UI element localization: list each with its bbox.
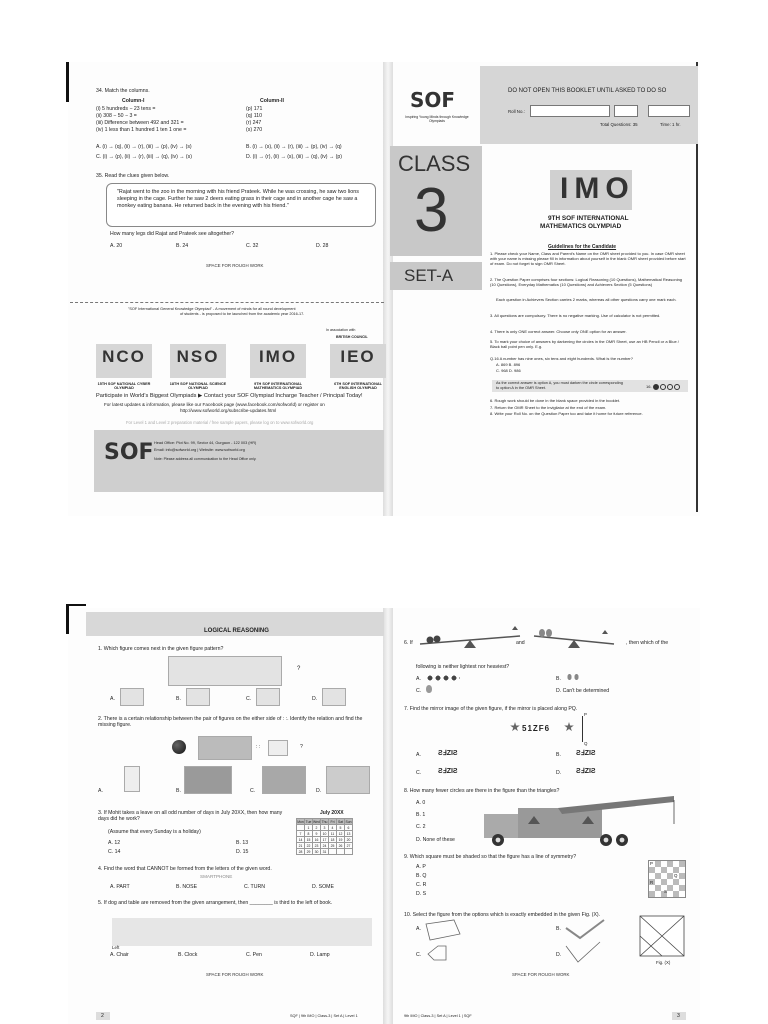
symmetry-grid [648,860,686,898]
q1-option-c-figure[interactable] [256,688,280,706]
olympiad-logo-nco[interactable] [96,344,152,391]
calendar-cell: 17 [321,837,329,843]
q6-and: and [516,640,525,646]
note-text: Note: Please address all communication to the Head Office only. [154,457,257,461]
q2-option-c[interactable]: C. [250,788,256,794]
q9-option-a[interactable]: A. P [416,864,426,870]
q35-story: "Rajat went to the zoo in the morning with his friend Prateek. While he was crossing, he saw two lions sleeping in the cage. Further he saw 2 deers eating grass in their cage and in another cage he saw a monkey eating banana. He returned back in the evening with his friend." [117,189,359,210]
q6-option-a[interactable]: A. [416,676,421,682]
q3-text: 3. If Mohit takes a leave on all odd number of days in July 20XX, then how many days did he work? [98,810,283,823]
q7-option-c[interactable]: C. [416,770,422,776]
imo-subtitle: MATHEMATICS OLYMPIAD [540,223,622,230]
scan-edge [66,604,86,606]
q10-option-b-figure[interactable] [566,918,606,940]
calendar-cell: 10 [321,831,329,837]
q1-option-d-figure[interactable] [322,688,346,706]
example-question: Q.16 A number has nine ones, six tens and eight hundreds. What is the number? [490,356,633,361]
q8-option-d[interactable]: D. None of these [416,837,455,843]
guideline-item: 2. The Question Paper comprises four sections: Logical Reasoning (10 Questions), Mathematical Reasoning (10 Questions), Everyday Mathematics (10 Questions) and Achievers Section (5 Questions) [490,277,683,287]
olympiad-abbr: IMO [258,347,298,366]
faint-text: For Level 1 and Level 2 preparation material / free sample papers, please log on to www.sofworld.org [126,420,314,425]
q10-option-a-figure[interactable] [426,920,462,942]
calendar-cell: 29 [305,849,313,855]
calendar-day-head: Wed [313,819,320,824]
q5-left-label: Left [112,945,120,950]
q35-option-d[interactable]: D. 28 [316,243,329,249]
calendar-cell: 18 [329,837,337,843]
q35-story-box [106,183,376,227]
q7-option-a[interactable]: A. [416,752,421,758]
q6-text: 6. If [404,640,413,646]
roll-label: Roll No.: [508,109,525,114]
calendar-cell: 2 [313,825,321,831]
q1-text: 1. Which figure comes next in the given figure pattern? [98,646,224,652]
rough-work-label: SPACE FOR ROUGH WORK [206,972,264,977]
q6-line2: following is neither lightest nor heaviest? [416,664,510,670]
q4-option-a[interactable]: A. PART [110,884,130,890]
calendar-cell: 13 [345,831,353,837]
q10-option-c-figure[interactable] [428,946,448,962]
calendar-cell: 6 [345,825,353,831]
office-text: Head Office: Plot No. 99, Sector 44, Gurgaon - 122 003 (HR) [154,441,257,445]
q2-option-d[interactable]: D. [316,788,322,794]
omr-bubble [660,384,666,390]
q6-option-c[interactable]: C. [416,688,422,694]
q35-question: How many legs did Rajat and Prateek see altogether? [110,231,234,237]
q34-option-c[interactable]: C. (i) → (p), (ii) → (r), (iii) → (q), (iv) → (s) [96,154,192,160]
q7-option-d[interactable]: D. [556,770,562,776]
calendar-cell: 27 [345,843,353,849]
participate-text: Participate in World's Biggest Olympiads ▶ Contact your SOF Olympiad Incharge Teacher / Principal Today! [96,393,363,399]
q10-option-a[interactable]: A. [416,926,421,932]
q5-text: 5. If dog and table are removed from the given arrangement, then ________ is third to the left of book. [98,900,333,906]
do-not-open: DO NOT OPEN THIS BOOKLET UNTIL ASKED TO DO SO [508,88,667,94]
shuttlecock-image [268,740,288,756]
scan-edge [66,62,69,102]
example-options: A. 869 B. 896 [496,362,521,367]
guideline-item: 6. Rough work should be done in the blank space provided in the booklet. [490,398,621,403]
calendar-cell [345,849,353,855]
q9-text: 9. Which square must be shaded so that the figure has a line of symmetry? [404,854,577,860]
q5-option-d[interactable]: D. Lamp [310,952,330,958]
calendar-cell: 3 [321,825,329,831]
calendar-cell: 23 [313,843,321,849]
calendar-cell: 1 [305,825,313,831]
col2-item: (r) 247 [246,120,262,126]
q10-text: 10. Select the figure from the options which is exactly embedded in the given Fig. (X). [404,912,601,918]
grid-label-r[interactable]: R [650,880,654,885]
col2-head: Column-II [260,98,284,104]
page-number: 2 [101,1013,104,1019]
grid-label-s[interactable]: S [664,889,667,894]
bottom-gutter [383,608,393,1024]
col2-item: (q) 110 [246,113,263,119]
q3-option-c[interactable]: C. 14 [108,849,121,855]
q1-pattern-figure [168,656,282,686]
q4-word: SMARTPHONE [200,874,233,879]
q10-option-c[interactable]: C. [416,952,422,958]
page-number: 3 [677,1013,680,1019]
mirror-q: Q [584,741,588,746]
example-note: As the correct answer is option A, you must darken the circle corresponding to option A in the OMR Sheet. [496,381,623,390]
mirror-line [582,716,583,742]
calendar-cell: 14 [297,837,305,843]
col1-item: (ii) 308 − 50 − 3 = [96,113,137,119]
q35-option-a[interactable]: A. 20 [110,243,123,249]
calendar-cell: 11 [329,831,337,837]
olympiad-caption: 18TH SOF NATIONAL SCIENCE OLYMPIAD [169,382,227,391]
q9-option-d[interactable]: D. S [416,891,427,897]
olympiad-caption: 9TH SOF INTERNATIONAL MATHEMATICS OLYMPIAD [253,382,303,391]
updates-text: For latest updates & information, please like our Facebook page (www.facebook.com/sofworld) or register on [104,402,325,407]
british-council: BRITISH COUNCIL [336,335,368,339]
guideline-item: 5. To mark your choice of answers by darkening the circles in the OMR Sheet, use an HB Pencil or a Blue / Black ball point pen only. E.g. [490,339,679,349]
scan-edge [66,604,69,634]
guidelines-heading: Guidelines for the Candidate [548,244,617,250]
golf-image[interactable] [326,766,370,794]
calendar-day-head: Mon [297,819,304,824]
guideline-item: 8. Write your Roll No. on the Question Paper too and take it home for future reference. [490,411,643,416]
q35-option-b[interactable]: B. 24 [176,243,189,249]
calendar-cell: 31 [321,849,329,855]
updates-link[interactable]: http://www.sofworld.org/subscribe-updates.html [180,408,277,413]
q1-question-mark: ? [297,666,301,672]
calendar-cell: 15 [305,837,313,843]
calendar-cell [337,849,345,855]
olympiad-logo-ieo[interactable] [330,344,386,391]
q6-option-b-fruits[interactable] [566,672,580,682]
q4-option-c[interactable]: C. TURN [244,884,265,890]
roll-boxes[interactable] [648,105,690,117]
q6-rest: , then which of the [626,640,669,646]
q1-option-a-figure[interactable] [120,688,144,706]
col1-head: Column-I [122,98,145,104]
calendar-day-head: Tue [305,819,312,824]
q1-option-b-figure[interactable] [186,688,210,706]
guideline-item: 3. All questions are compulsory. There is no negative marking. Use of calculator is not permitted. [490,313,661,318]
q3-option-a[interactable]: A. 12 [108,840,121,846]
q8-option-b[interactable]: B. 1 [416,812,426,818]
calendar-day-head: Sat [337,819,344,824]
calendar-cell: 21 [297,843,305,849]
truck-crane-figure [484,794,684,846]
calendar-cell: 5 [337,825,345,831]
roll-boxes[interactable] [530,105,610,117]
sof-logo: SOF [410,88,456,112]
q6-option-d[interactable]: D. Can't be determined [556,688,610,694]
q2-text: 2. There is a certain relationship between the pair of figures on the either side of : :. Identify the relation and find the missing figure. [98,716,363,729]
mirror-p: P [584,712,587,717]
q10-option-d-figure[interactable] [566,942,602,964]
calendar-cell: 19 [337,837,345,843]
grid-label-q[interactable]: Q [674,873,678,878]
q8-option-a[interactable]: A. 0 [416,800,426,806]
q1-option-b[interactable]: B. [176,696,181,702]
olympiad-caption: 6TH SOF INTERNATIONAL ENGLISH OLYMPIAD [334,382,382,391]
q4-option-b[interactable]: B. NOSE [176,884,198,890]
q2-option-b[interactable]: B. [176,788,181,794]
bowling-alley-image [198,736,252,760]
fig-x-label: Fig. (X) [656,960,671,965]
calendar-cell: 24 [321,843,329,849]
calendar-cell: 9 [313,831,321,837]
calendar-day-head: Thu [321,819,328,824]
col1-item: (iv) 1 less than 1 hundred 1 ten 1 one = [96,127,187,133]
calendar-cell: 4 [329,825,337,831]
q1-option-a[interactable]: A. [110,696,115,702]
col1-item: (i) 5 hundreds − 23 tens = [96,106,156,112]
q7-option-a-figure[interactable]: ƧℲZƖƧ [438,750,458,757]
col2-item: (p) 171 [246,106,263,112]
q1-option-d[interactable]: D. [312,696,318,702]
q34-option-d[interactable]: D. (i) → (r), (ii) → (s), (iii) → (q), (iv) → (p) [246,154,342,160]
omr-bubble [674,384,680,390]
promo-line: of students - is proposed to be launched from the academic year 2016-17. [180,312,305,316]
q9-option-c[interactable]: C. R [416,882,427,888]
calendar-cell: 12 [337,831,345,837]
q34-title: 34. Match the columns. [96,88,150,94]
omr-bubble-a-filled [653,384,659,390]
q5-option-b[interactable]: B. Clock [178,952,198,958]
calendar-day-head: Fri [329,819,337,825]
class-number: 3 [414,176,449,245]
q6-option-b[interactable]: B. [556,676,561,682]
email-text: Email: info@sofworld.org | Website: www.sofworld.org [154,448,245,452]
q35-option-c[interactable]: C. 32 [246,243,259,249]
calendar-cell: 7 [297,831,305,837]
fig-x [640,916,686,958]
q6-option-a-fruits[interactable] [426,674,460,682]
q6-option-c-fruit[interactable] [426,685,432,693]
olympiad-logo-imo[interactable] [250,344,306,391]
rough-work-label: SPACE FOR ROUGH WORK [512,972,570,977]
guideline-item: 4. There is only ONE correct answer. Choose only ONE option for an answer. [490,329,627,334]
calendar-day-head: Sun [345,819,352,824]
badminton-court-image[interactable] [262,766,306,794]
col1-item: (iii) Difference between 492 and 321 = [96,120,184,126]
divider [70,302,384,304]
calendar-cell [329,849,337,855]
calendar-cell: 22 [305,843,313,849]
q34-option-b[interactable]: B. (i) → (s), (ii) → (r), (iii) → (p), (iv) → (q) [246,144,342,150]
q7-figure-text: 51ZF6 [522,724,551,733]
col2-item: (s) 270 [246,127,263,133]
omr-question-num: 16. [646,384,652,390]
imo-logo: IMO [560,172,635,205]
olympiad-abbr: NCO [102,347,146,366]
imo-subtitle: 9TH SOF INTERNATIONAL [548,215,629,222]
roll-boxes[interactable] [614,105,638,117]
page-footer: SQF | 9th IMO | Class-3 | Set A | Level 1 [290,1014,358,1018]
q8-text: 8. How many fewer circles are there in the figure than the triangles? [404,788,560,794]
page-footer: 9th IMO | Class-3 | Set A | Level 1 | SQF [404,1014,472,1018]
q10-option-d[interactable]: D. [556,952,562,958]
arrangement-figure [112,918,372,946]
bowling-ball-image [172,740,186,754]
balance-figure-2 [534,630,624,650]
calendar-title: July 20XX [320,810,344,816]
q4-option-d[interactable]: D. SOME [312,884,334,890]
q4-text: 4. Find the word that CANNOT be formed from the letters of the given word. [98,866,272,872]
tennis-court-image[interactable] [184,766,232,794]
rough-work-label: SPACE FOR ROUGH WORK [206,263,264,268]
omr-example [646,384,681,390]
olympiad-logo-nso[interactable] [169,344,227,391]
sof-logo: SOF [104,440,154,465]
q2-option-a[interactable]: A. [98,788,103,794]
q1-option-c[interactable]: C. [246,696,252,702]
q7-option-c-figure[interactable]: ƧℲZƖƧ [438,768,458,775]
example-options: C. 968 D. 986 [496,368,521,373]
q5-option-a[interactable]: A. Chair [110,952,129,958]
omr-bubble [667,384,673,390]
calendar-cell: 28 [297,849,305,855]
balance-figure-1 [420,630,530,650]
calendar-cell: 16 [313,837,321,843]
q2-separator: : : [256,744,261,750]
q34-option-a[interactable]: A. (i) → (q), (ii) → (r), (iii) → (p), (iv) → (s) [96,144,192,150]
promo-line: "SOF International General Knowledge Olympiad" - A movement of minds for all round development [128,307,296,311]
sof-tagline: Inspiring Young Minds through Knowledge Olympiads [405,115,469,123]
q7-text: 7. Find the mirror image of the given figure, if the mirror is placed along PQ. [404,706,578,712]
calendar-cell: 26 [337,843,345,849]
q7-option-d-figure[interactable]: ƧℲZƖƧ [576,768,596,775]
time-text: Time: 1 hr. [660,122,681,127]
q3-option-d[interactable]: D. 15 [236,849,249,855]
class-label: CLASS [398,151,471,176]
calendar-cell: 8 [305,831,313,837]
calendar-cell: 25 [329,843,337,849]
q10-option-b[interactable]: B. [556,926,561,932]
q35-title: 35. Read the clues given below. [96,173,170,179]
q2-question-mark: ? [300,744,303,750]
calendar-cell: 30 [313,849,321,855]
total-questions: Total Questions: 35 [600,122,638,127]
olympiad-caption: 15TH SOF NATIONAL CYBER OLYMPIAD [97,382,151,391]
calendar [296,818,353,855]
q3-option-b[interactable]: B. 13 [236,840,249,846]
set-label: SET-A [404,266,454,285]
olympiad-abbr: IEO [340,347,376,366]
grid-label-p[interactable]: P [650,861,653,866]
olympiad-abbr: NSO [176,347,220,366]
assoc-text: In association with [326,328,356,332]
q7-option-b-figure[interactable]: ƧℲZƖƧ [576,750,596,757]
q8-option-c[interactable]: C. 2 [416,824,426,830]
q5-option-c[interactable]: C. Pen [246,952,262,958]
q9-option-b[interactable]: B. Q [416,873,427,879]
guideline-item: 1. Please check your Name, Class and Parent's Name on the OMR sheet provided to you. In case OMR sheet with your name is missing please fill in information about yourself in the blank OMR sheet provided before start of exam. Do not forget to sign OMR Sheet. [490,251,686,266]
q3-note: (Assume that every Sunday is a holiday) [108,829,201,835]
wickets-image[interactable] [124,766,140,792]
guideline-item: Each question in Achievers Section carries 2 marks, whereas all other questions carry one mark each. [496,297,677,302]
calendar-cell: 20 [345,837,353,843]
guideline-item: 7. Return the OMR Sheet to the invigilator at the end of the exam. [490,405,607,410]
section-title: LOGICAL REASONING [204,628,269,634]
q7-option-b[interactable]: B. [556,752,561,758]
